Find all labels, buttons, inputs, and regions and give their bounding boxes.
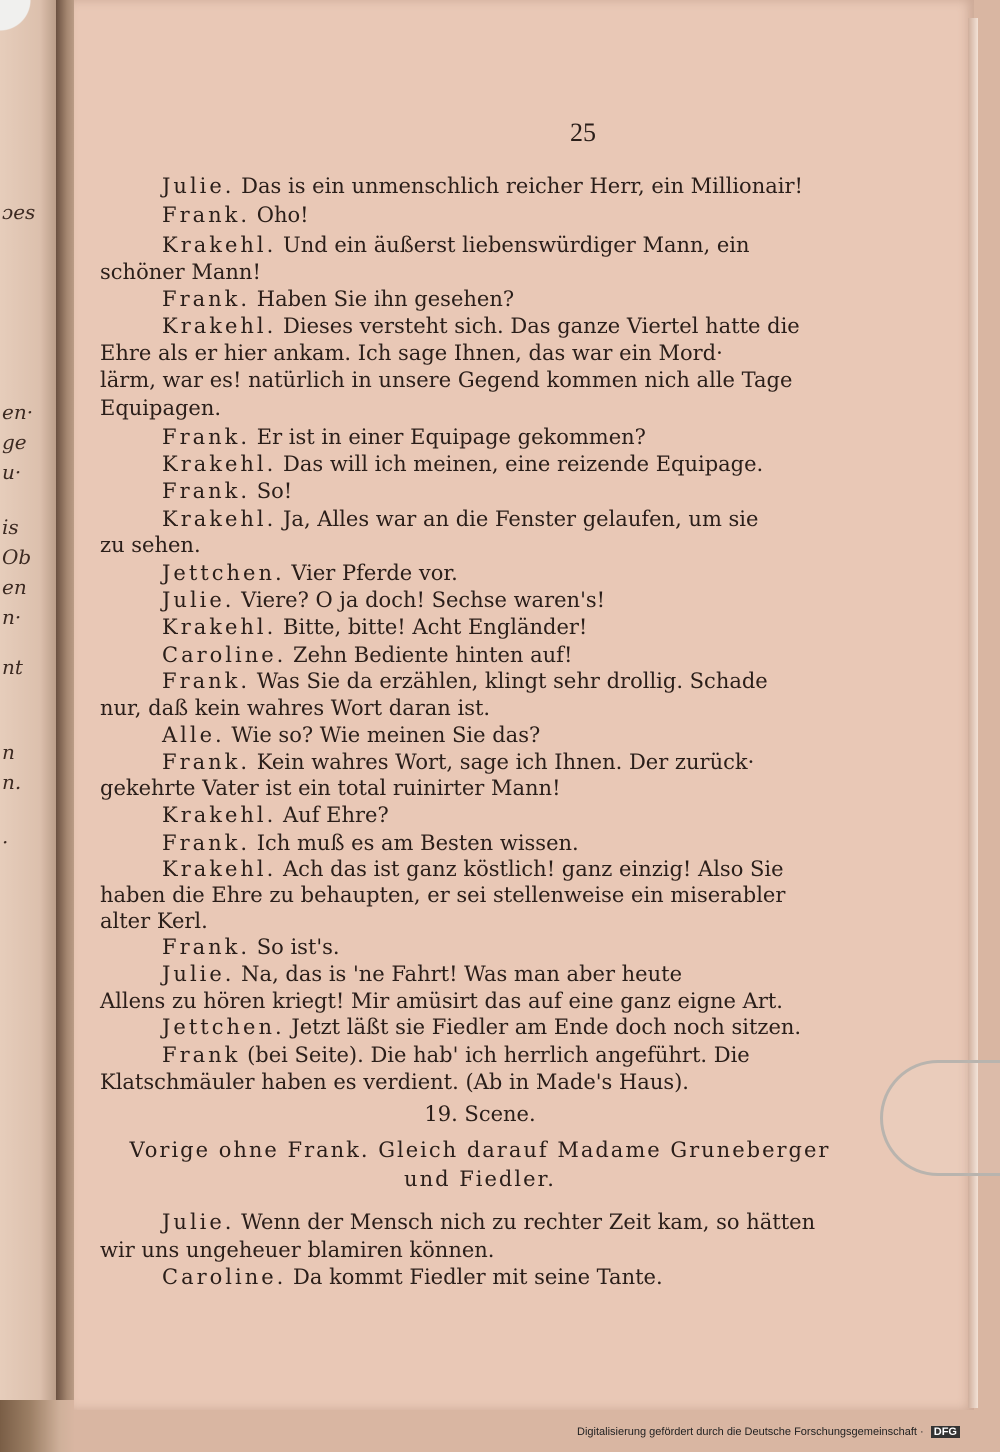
speaker-name: Julie. (162, 962, 235, 986)
dialogue-text: Oho! (256, 203, 309, 227)
text-line (162, 450, 763, 478)
text-line (100, 1068, 689, 1096)
speaker-name: Frank. (162, 203, 251, 227)
stage-direction: und Fiedler. (404, 1167, 556, 1191)
speaker-name: Krakehl. (162, 452, 277, 476)
facing-page-fragment: nt (2, 655, 23, 679)
text-line (100, 907, 208, 935)
speaker-name: Krakehl. (162, 507, 277, 531)
dialogue-text: haben die Ehre zu behaupten, er sei stellenweise ein miserabler (100, 883, 786, 907)
dialogue-text: Kein wahres Wort, sage ich Ihnen. Der zurück· (256, 750, 755, 774)
dialogue-text: (bei Seite). Die hab' ich herrlich angeführt. Die (247, 1043, 750, 1067)
dialogue-text: Ehre als er hier ankam. Ich sage Ihnen, das war ein Mord· (100, 341, 723, 365)
facing-page-fragment: n. (2, 770, 22, 794)
page-number: 25 (570, 118, 596, 147)
text-line (162, 960, 682, 988)
dialogue-text: Haben Sie ihn gesehen? (256, 287, 515, 311)
facing-page-fragment: ge (2, 430, 27, 454)
dialogue-text: So ist's. (256, 935, 340, 959)
dialogue-text: gekehrte Vater ist ein total ruinirter Mann! (100, 776, 561, 800)
dialogue-text: Allens zu hören kriegt! Mir amüsirt das auf eine ganz eigne Art. (100, 989, 783, 1013)
text-line (162, 231, 750, 259)
text-line (162, 1208, 815, 1236)
dialogue-text: Das is ein unmenschlich reicher Herr, ein Millionair! (241, 174, 803, 198)
dialogue-text: Zehn Bediente hinten auf! (293, 643, 573, 667)
dialogue-text: Ich muß es am Besten wissen. (256, 831, 579, 855)
digitization-footer (577, 1426, 960, 1438)
dialogue-text: Da kommt Fiedler mit seine Tante. (293, 1265, 663, 1289)
text-line (162, 586, 605, 614)
dialogue-text: Klatschmäuler haben es verdient. (Ab in Made's Haus). (100, 1070, 689, 1094)
text-line (100, 881, 785, 909)
text-line (162, 172, 803, 200)
speaker-name: Krakehl. (162, 857, 277, 881)
dialogue-text: Equipagen. (100, 396, 222, 420)
speaker-name: Jettchen. (162, 561, 285, 585)
speaker-name: Julie. (162, 1210, 235, 1234)
text-line (162, 201, 309, 229)
speaker-name: Caroline. (162, 643, 287, 667)
text-line (162, 559, 458, 587)
dialogue-text: wir uns ungeheuer blamiren können. (100, 1238, 495, 1262)
facing-page-edge (0, 0, 60, 1400)
facing-page-fragment: Ob (2, 545, 32, 569)
dialogue-text: Er ist in einer Equipage gekommen? (256, 425, 646, 449)
text-line (100, 987, 783, 1015)
text-line (162, 855, 784, 883)
dfg-logo: DFG (931, 1426, 960, 1438)
dialogue-text: lärm, war es! natürlich in unsere Gegend kommen nich alle Tage (100, 368, 793, 392)
text-line (100, 394, 221, 422)
scene-heading: 19. Scene. (424, 1102, 536, 1126)
text-line (162, 285, 514, 313)
speaker-name: Julie. (162, 174, 235, 198)
dialogue-text: Wenn der Mensch nich zu rechter Zeit kam, so hätten (241, 1210, 816, 1234)
facing-page-fragment: en (2, 575, 27, 599)
dialogue-text: Vier Pferde vor. (291, 561, 458, 585)
text-line (162, 1013, 801, 1041)
text-line (100, 774, 561, 802)
text-line (162, 801, 389, 829)
speaker-name: Caroline. (162, 1265, 287, 1289)
text-line (162, 748, 754, 776)
text-line (100, 694, 490, 722)
facing-page-fragment: en· (2, 400, 34, 424)
speaker-name: Jettchen. (162, 1015, 285, 1039)
dialogue-text: Auf Ehre? (283, 803, 389, 827)
text-line (162, 667, 768, 695)
text-line (162, 312, 800, 340)
facing-page-fragment: is (2, 515, 19, 539)
dialogue-text: Was Sie da erzählen, klingt sehr drollig. Schade (256, 669, 768, 693)
book-rim (0, 0, 36, 60)
facing-page-fragment: · (2, 830, 9, 854)
speaker-name: Frank. (162, 479, 251, 503)
speaker-name: Frank. (162, 750, 251, 774)
dialogue-text: Ja, Alles war an die Fenster gelaufen, um sie (283, 507, 759, 531)
facing-page-fragment: ɔes (2, 200, 36, 224)
dialogue-text: nur, daß kein wahres Wort daran ist. (100, 696, 491, 720)
dialogue-text: Wie so? Wie meinen Sie das? (231, 723, 541, 747)
text-line (100, 1236, 494, 1264)
text-line (162, 933, 340, 961)
dialogue-text: Ach das ist ganz köstlich! ganz einzig! Also Sie (283, 857, 784, 881)
speaker-name: Alle. (162, 723, 225, 747)
dialogue-text: Na, das is 'ne Fahrt! Was man aber heute (241, 962, 682, 986)
dialogue-text: alter Kerl. (100, 909, 208, 933)
speaker-name: Frank (162, 1043, 241, 1067)
dialogue-text: Jetzt läßt sie Fiedler am Ende doch noch sitzen. (291, 1015, 802, 1039)
speaker-name: Krakehl. (162, 803, 277, 827)
dialogue-text: Dieses versteht sich. Das ganze Viertel hatte die (283, 314, 800, 338)
text-line (162, 505, 758, 533)
facing-page-fragment: u· (2, 460, 22, 484)
dialogue-text: Viere? O ja doch! Sechse waren's! (241, 588, 606, 612)
speaker-name: Frank. (162, 935, 251, 959)
text-line (162, 829, 579, 857)
dialogue-text: Das will ich meinen, eine reizende Equipage. (283, 452, 764, 476)
speaker-name: Julie. (162, 588, 235, 612)
speaker-name: Krakehl. (162, 314, 277, 338)
page-edge (968, 18, 978, 1408)
text-line (162, 1263, 663, 1291)
text-line (100, 339, 723, 367)
speaker-name: Krakehl. (162, 615, 277, 639)
dialogue-text: Und ein äußerst liebenswürdiger Mann, ein (283, 233, 750, 257)
stage-direction: Vorige ohne Frank. Gleich darauf Madame Gruneberger (129, 1138, 831, 1162)
facing-page-fragment: n· (2, 605, 22, 629)
page-clip (880, 1060, 1000, 1176)
text-line (100, 366, 792, 394)
speaker-name: Krakehl. (162, 233, 277, 257)
text-line (162, 721, 540, 749)
speaker-name: Frank. (162, 831, 251, 855)
dialogue-text: Bitte, bitte! Acht Engländer! (283, 615, 588, 639)
text-line (162, 641, 572, 669)
speaker-name: Frank. (162, 669, 251, 693)
text-line (162, 477, 292, 505)
footer-text: Digitalisierung gefördert durch die Deutsche Forschungsgemeinschaft · (577, 1426, 924, 1438)
text-line (100, 258, 261, 286)
text-line (162, 423, 646, 451)
text-line (162, 1041, 750, 1069)
facing-page-fragment: n (2, 740, 15, 764)
dialogue-text: zu sehen. (100, 533, 201, 557)
text-line (100, 531, 201, 559)
dialogue-text: So! (256, 479, 293, 503)
dialogue-text: schöner Mann! (100, 260, 261, 284)
speaker-name: Frank. (162, 425, 251, 449)
text-line (162, 613, 587, 641)
speaker-name: Frank. (162, 287, 251, 311)
